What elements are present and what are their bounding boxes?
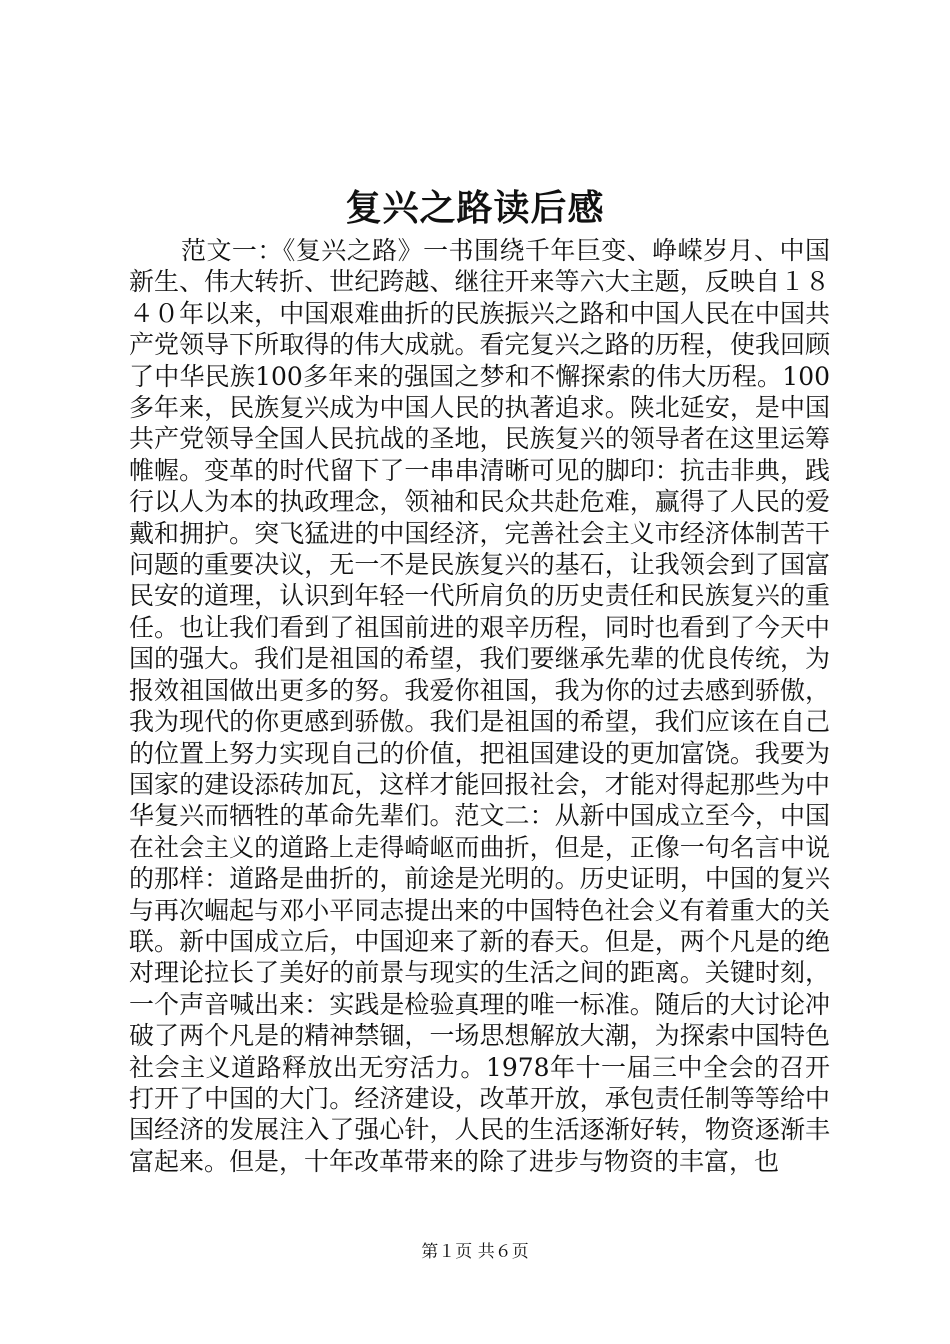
document-body: 范文一：《复兴之路》一书围绕千年巨变、峥嵘岁月、中国新生、伟大转折、世纪跨越、继往开来等六大主题，反映自１８４０年以来，中国艰难曲折的民族振兴之路和中国人民在中国共产党领导下所取得的伟大成就。看完复兴之路的历程，使我回顾了中华民族100多年来的强国之梦和不懈探索的伟大历程。100多年来，民族复兴成为中国人民的执著追求。陕北延安，是中国共产党领导全国人民抗战的圣地，民族复兴的领导者在这里运筹帷幄。变革的时代留下了一串串清晰可见的脚印：抗击非典，践行以人为本的执政理念，领袖和民众共赴危难，赢得了人民的爱戴和拥护。突飞猛进的中国经济，完善社会主义市经济体制苦干问题的重要决议，无一不是民族复兴的基石，让我领会到了国富民安的道理，认识到年轻一代所肩负的历史责任和民族复兴的重任。也让我们看到了祖国前进的艰辛历程，同时也看到了今天中国的强大。我们是祖国的希望，我们要继承先辈的优良传统，为报效祖国做出更多的努。我爱你祖国，我为你的过去感到骄傲，我为现代的你更感到骄傲。我们是祖国的希望，我们应该在自己的位置上努力实现自己的价值，把祖国建设的更加富饶。我要为国家的建设添砖加瓦，这样才能回报社会，才能对得起那些为中华复兴而牺牲的革命先辈们。范文二：从新中国成立至今，中国在社会主义的道路上走得崎岖而曲折，但是，正像一句名言中说的那样：道路是曲折的，前途是光明的。历史证明，中国的复兴与再次崛起与邓小平同志提出来的中国特色社会义有着重大的关联。新中国成立后，中国迎来了新的春天。但是，两个凡是的绝对理论拉长了美好的前景与现实的生活之间的距离。关键时刻，一个声音喊出来：实践是检验真理的唯一标准。随后的大讨论冲破了两个凡是的精神禁锢，一场思想解放大潮，为探索中国特色社会主义道路释放出无穷活力。1978年十一届三中全会的召开打开了中国的大门。经济建设，改革开放，承包责任制等等给中国经济的发展注入了强心针，人民的生活逐渐好转，物资逐渐丰富起来。但是，十年改革带来的除了进步与物资的丰富，也 [129, 236, 830, 1176]
document-title: 复兴之路读后感 [345, 187, 605, 229]
page-number: 第１页 共６页 [421, 1242, 529, 1262]
